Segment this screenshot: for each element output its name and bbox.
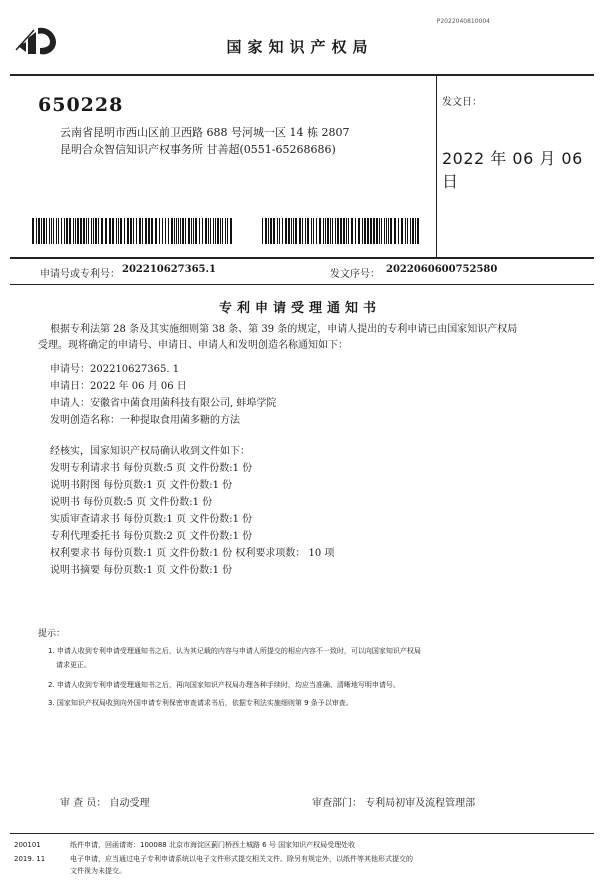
- barcode-bar: [159, 218, 160, 244]
- barcode-bar: [405, 218, 406, 244]
- recipient-agency: 昆明合众智信知识产权事务所 甘善超(0551-65268686): [60, 143, 336, 156]
- barcode-bar: [330, 218, 331, 244]
- barcode-bar: [417, 218, 419, 244]
- barcode-bar: [386, 218, 387, 244]
- intro-line-1: 根据专利法第 28 条及其实施细则第 38 条、第 39 条的规定，申请人提出的专利申请已由国家知识产权局: [50, 324, 518, 335]
- barcode-bar: [381, 218, 382, 244]
- barcode-bar: [222, 218, 223, 244]
- barcode-bar: [93, 218, 94, 244]
- barcode-bar: [202, 218, 203, 244]
- received-item: 说明书 每份页数:5 页 文件份数:1 份: [50, 497, 213, 508]
- barcode-bar: [340, 218, 342, 244]
- barcode-bar: [215, 218, 216, 244]
- barcode-bar: [176, 218, 177, 244]
- barcode-bar: [313, 218, 314, 244]
- barcode-bar: [118, 218, 119, 244]
- barcode-bar: [335, 218, 336, 244]
- barcode-bar: [227, 218, 228, 244]
- barcode-bar: [205, 218, 207, 244]
- barcode-bar: [351, 218, 353, 244]
- footer-paper-submission: 纸件申请，回函请寄：100088 北京市海淀区蓟门桥西土城路 6 号 国家知识产权局受理处收: [70, 841, 356, 849]
- received-item: 说明书附图 每份页数:1 页 文件份数:1 份: [50, 480, 233, 491]
- barcode-bar: [412, 218, 414, 244]
- barcode-bar: [75, 218, 76, 244]
- field-invention-title: 发明创造名称：一种提取食用菌多糖的方法: [50, 415, 240, 426]
- barcode-bar: [86, 218, 87, 244]
- barcode-bar: [151, 218, 153, 244]
- barcode-bar: [58, 218, 59, 244]
- barcode-bar: [394, 218, 396, 244]
- field-application-date: 申请日：2022 年 06 月 06 日: [50, 381, 187, 392]
- barcode-bar: [61, 218, 62, 244]
- dispatch-date-label: 发文日：: [442, 97, 482, 108]
- barcode-bar: [208, 218, 209, 244]
- footer-electronic-submission: 电子申请，应当通过电子专利申请系统以电子文件形式提交相关文件。除另有规定外，以纸件等其他形式提交的: [70, 855, 413, 863]
- barcode-bar: [373, 218, 375, 244]
- barcode-bar: [362, 218, 363, 244]
- barcode-bar: [91, 218, 92, 244]
- received-item: 实质审查请求书 每份页数:1 页 文件份数:1 份: [50, 514, 253, 525]
- barcode-bar: [98, 218, 99, 244]
- received-item: 说明书摘要 每份页数:1 页 文件份数:1 份: [50, 565, 233, 576]
- barcode-bar: [83, 218, 85, 244]
- barcode-bar: [230, 218, 232, 244]
- barcode-bar: [178, 218, 179, 244]
- barcode-bar: [346, 218, 347, 244]
- application-number-label: 申请号或专利号：: [40, 269, 120, 280]
- notice-title: 专利申请受理通知书: [218, 301, 381, 316]
- barcode-bar: [288, 218, 290, 244]
- barcode-bar: [46, 218, 47, 244]
- barcode-right: [262, 218, 424, 244]
- barcode-bar: [195, 218, 197, 244]
- received-item: 发明专利请求书 每份页数:5 页 文件份数:1 份: [50, 463, 253, 474]
- tips-label: 提示：: [38, 629, 66, 639]
- barcode-bar: [120, 218, 122, 244]
- ids-divider: [10, 284, 594, 285]
- address-block-divider: [436, 75, 437, 257]
- barcode-bar: [162, 218, 163, 244]
- barcode-bar: [145, 218, 147, 244]
- barcode-bar: [217, 218, 219, 244]
- barcode-bar: [268, 218, 269, 244]
- barcode-bar: [112, 218, 114, 244]
- barcode-bar: [370, 218, 372, 244]
- barcode-bar: [116, 218, 117, 244]
- barcode-bar: [95, 218, 97, 244]
- tip-item-1: 1. 申请人收到专利申请受理通知书之后，认为其记载的内容与申请人所提交的相应内容不一致时，可以向国家知识产权局: [48, 647, 421, 655]
- tip-item-2: 2. 申请人收到专利申请受理通知书之后，再向国家知识产权局办理各种手续时，均应当准确、清晰地写明申请号。: [48, 681, 400, 689]
- barcode-bar: [316, 218, 317, 244]
- barcode-bar: [410, 218, 411, 244]
- barcode-bar: [367, 218, 369, 244]
- dispatch-date: 2022 年 06 月 06 日: [442, 149, 583, 191]
- barcode-bar: [415, 218, 416, 244]
- barcode-divider: [10, 257, 594, 259]
- barcode-bar: [73, 218, 74, 244]
- barcode-bar: [51, 218, 52, 244]
- barcode-bar: [225, 218, 226, 244]
- barcode-bar: [325, 218, 326, 244]
- barcode-bar: [142, 218, 143, 244]
- barcode-bar: [311, 218, 312, 244]
- barcode-bar: [38, 218, 40, 244]
- barcode-bar: [139, 218, 141, 244]
- barcode-bar: [56, 218, 57, 244]
- barcode-bar: [358, 218, 360, 244]
- serial-number-label: 发文序号：: [330, 269, 380, 280]
- footer-code-2: 2019. 11: [14, 855, 46, 863]
- footer-electronic-submission-cont: 文件视为未提交。: [70, 867, 126, 875]
- postcode: 650228: [38, 94, 124, 116]
- barcode-bar: [364, 218, 366, 244]
- office-name: 国家知识产权局: [226, 38, 374, 56]
- barcode-bar: [127, 218, 129, 244]
- header-divider: [10, 74, 594, 76]
- barcode-bar: [41, 218, 42, 244]
- barcode-bar: [64, 218, 65, 244]
- barcode-bar: [32, 218, 34, 244]
- received-item: 专利代理委托书 每份页数:2 页 文件份数:1 份: [50, 531, 253, 542]
- barcode-bar: [191, 218, 192, 244]
- barcode-bar: [77, 218, 79, 244]
- barcode-bar: [213, 218, 214, 244]
- barcode-bar: [323, 218, 324, 244]
- barcode-bar: [174, 218, 175, 244]
- barcode-bar: [305, 218, 306, 244]
- barcode-bar: [307, 218, 309, 244]
- document-code: P2022040810004: [436, 18, 490, 25]
- barcode-bar: [148, 218, 150, 244]
- barcode-bar: [291, 218, 292, 244]
- barcode-bar: [390, 218, 392, 244]
- barcode-bar: [180, 218, 181, 244]
- barcode-bar: [384, 218, 385, 244]
- barcode-bar: [88, 218, 89, 244]
- barcode-bar: [136, 218, 137, 244]
- barcode-bar: [337, 218, 339, 244]
- barcode-bar: [69, 218, 71, 244]
- barcode-bar: [279, 218, 280, 244]
- barcode-bar: [155, 218, 157, 244]
- barcode-bar: [220, 218, 221, 244]
- barcode-bar: [185, 218, 186, 244]
- barcode-bar: [273, 218, 275, 244]
- barcode-bar: [327, 218, 329, 244]
- barcode-bar: [105, 218, 107, 244]
- barcode-bar: [199, 218, 200, 244]
- barcode-bar: [379, 218, 380, 244]
- field-applicant: 申请人：安徽省中菌食用菌科技有限公司, 蚌埠学院: [50, 398, 277, 409]
- barcode-bar: [295, 218, 297, 244]
- barcode-bar: [36, 218, 37, 244]
- barcode-bar: [168, 218, 169, 244]
- barcode-bar: [43, 218, 45, 244]
- barcode-bar: [53, 218, 54, 244]
- barcode-bar: [182, 218, 184, 244]
- barcode-bar: [285, 218, 287, 244]
- footer-code-1: 200101: [14, 841, 41, 849]
- barcode-bar: [66, 218, 68, 244]
- barcode-bar: [348, 218, 349, 244]
- tip-item-3: 3. 国家知识产权局收到向外国申请专利保密审查请求书后，依据专利法实施细则第 9 条予以审查。: [48, 699, 353, 707]
- reviewer: 审 查 员： 自动受理: [60, 798, 150, 809]
- barcode-bar: [133, 218, 134, 244]
- barcode-bar: [165, 218, 166, 244]
- barcode-bar: [355, 218, 356, 244]
- barcode-bar: [171, 218, 173, 244]
- barcode-bar: [188, 218, 190, 244]
- review-department: 审查部门： 专利局初审及流程管理部: [312, 798, 476, 809]
- barcode-bar: [388, 218, 389, 244]
- field-application-number: 申请号：202210627365. 1: [50, 364, 180, 375]
- received-item: 权利要求书 每份页数:1 页 文件份数:1 份 权利要求项数： 10 项: [50, 548, 335, 559]
- received-intro: 经核实，国家知识产权局确认收到文件如下：: [50, 446, 250, 457]
- tip-item-1-cont: 请求更正。: [56, 661, 91, 669]
- barcode-bar: [80, 218, 82, 244]
- barcode-bar: [193, 218, 194, 244]
- barcode-bar: [343, 218, 345, 244]
- recipient-address: 云南省昆明市西山区前卫西路 688 号河城一区 14 栋 2807: [60, 126, 350, 139]
- application-number: 202210627365.1: [122, 264, 216, 275]
- barcode-bar: [302, 218, 303, 244]
- barcode-bar: [265, 218, 267, 244]
- barcode-bar: [398, 218, 399, 244]
- barcode-bar: [210, 218, 211, 244]
- barcode-bar: [262, 218, 263, 244]
- barcode-bar: [270, 218, 272, 244]
- barcode-bar: [101, 218, 103, 244]
- serial-number: 2022060600752580: [386, 264, 498, 275]
- barcode-bar: [376, 218, 378, 244]
- barcode-bar: [277, 218, 278, 244]
- barcode-bar: [293, 218, 294, 244]
- barcode-bar: [407, 218, 408, 244]
- barcode-bar: [124, 218, 125, 244]
- barcode-bar: [332, 218, 333, 244]
- intro-line-2: 受理。现将确定的申请号、申请日、申请人和发明创造名称通知如下：: [38, 340, 348, 351]
- barcode-bar: [109, 218, 111, 244]
- barcode-bar: [282, 218, 283, 244]
- barcode-bar: [319, 218, 321, 244]
- barcode-bar: [299, 218, 301, 244]
- barcode-bar: [401, 218, 403, 244]
- barcode-left: [32, 218, 234, 244]
- barcode-bar: [130, 218, 132, 244]
- footer-divider: [10, 833, 594, 834]
- barcode-bar: [49, 218, 50, 244]
